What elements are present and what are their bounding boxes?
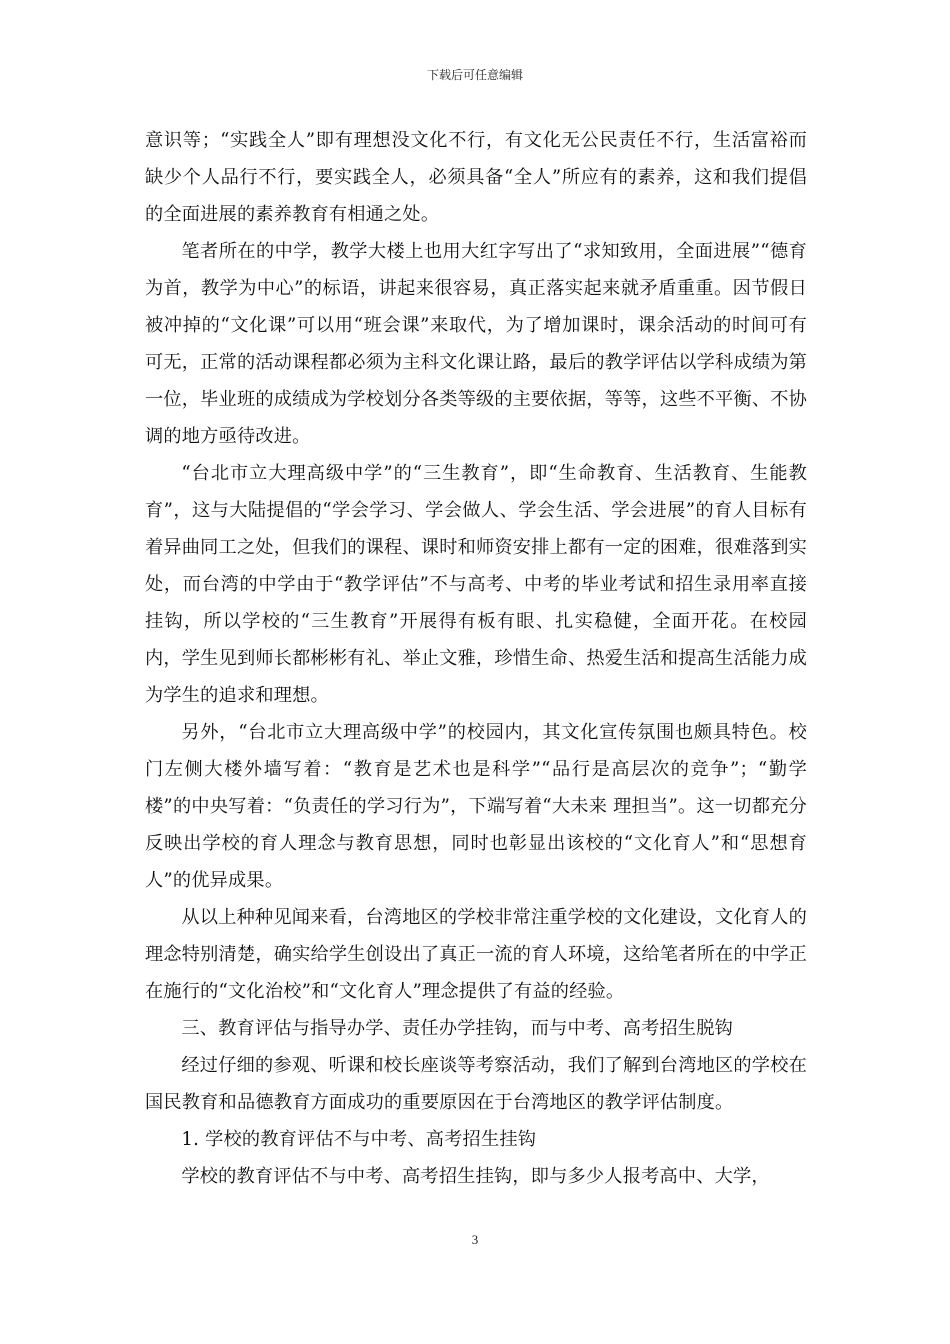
- paragraph-continuation: 意识等；“实践全人”即有理想没文化不行，有文化无公民责任不行，生活富裕而缺少个人品行不行，要实践全人，必须具备“全人”所应有的素养，这和我们提倡的全面进展的素养教育有相通之处。: [145, 130, 807, 225]
- subsection-heading: 1. 学校的教育评估不与中考、高考招生挂钩: [181, 1129, 537, 1150]
- paragraph: 学校的教育评估不与中考、高考招生挂钩，即与多少人报考高中、大学，: [181, 1166, 770, 1187]
- paragraph: “台北市立大理高级中学”的“三生教育”，即“生命教育、生活教育、生能教育”，这与大陆提倡的“学会学习、学会做人、学会生活、学会进展”的育人目标有着异曲同工之处，但我们的课程、课时和师资安排上都有一定的困难，很难落到实处，而台湾的中学由于“教学评估”不与高考、中考的毕业考试和招生录用率直接挂钩，所以学校的“三生教育”开展得有板有眼、扎实稳健，全面开花。在校园内，学生见到师长都彬彬有礼、举止文雅，珍惜生命、热爱生活和提高生活能力成为学生的追求和理想。: [145, 463, 807, 706]
- section-heading: 三、教育评估与指导办学、责任办学挂钩，而与中考、高考招生脱钩: [181, 1018, 734, 1039]
- paragraph: 笔者所在的中学，教学大楼上也用大红字写出了“求知致用，全面进展”“德育为首，教学为中心”的标语，讲起来很容易，真正落实起来就矛盾重重。因节假日被冲掉的“文化课”可以用“班会课”来取代，为了增加课时，课余活动的时间可有可无，正常的活动课程都必须为主科文化课让路，最后的教学评估以学科成绩为第一位，毕业班的成绩成为学校划分各类等级的主要依据，等等，这些不平衡、不协调的地方亟待改进。: [145, 241, 807, 447]
- page-number: 3: [471, 1232, 479, 1247]
- paragraph: 经过仔细的参观、听课和校长座谈等考察活动，我们了解到台湾地区的学校在国民教育和品德教育方面成功的重要原因在于台湾地区的教学评估制度。: [145, 1055, 807, 1113]
- paragraph: 从以上种种见闻来看，台湾地区的学校非常注重学校的文化建设，文化育人的理念特别清楚，确实给学生创设出了真正一流的育人环境，这给笔者所在的中学正在施行的“文化治校”和“文化育人”理念提供了有益的经验。: [145, 907, 807, 1002]
- paragraph: 另外，“台北市立大理高级中学”的校园内，其文化宣传氛围也颇具特色。校门左侧大楼外墙写着：“教育是艺术也是科学”“品行是高层次的竞争”；“勤学楼”的中央写着：“负责任的学习行为”，下端写着“大未来 理担当”。这一切都充分反映出学校的育人理念与教育思想，同时也彰显出该校的“文化育人”和“思想育人”的优异成果。: [145, 722, 807, 891]
- page-header: 下载后可任意编辑: [426, 68, 523, 82]
- document-body: [145, 122, 807, 1195]
